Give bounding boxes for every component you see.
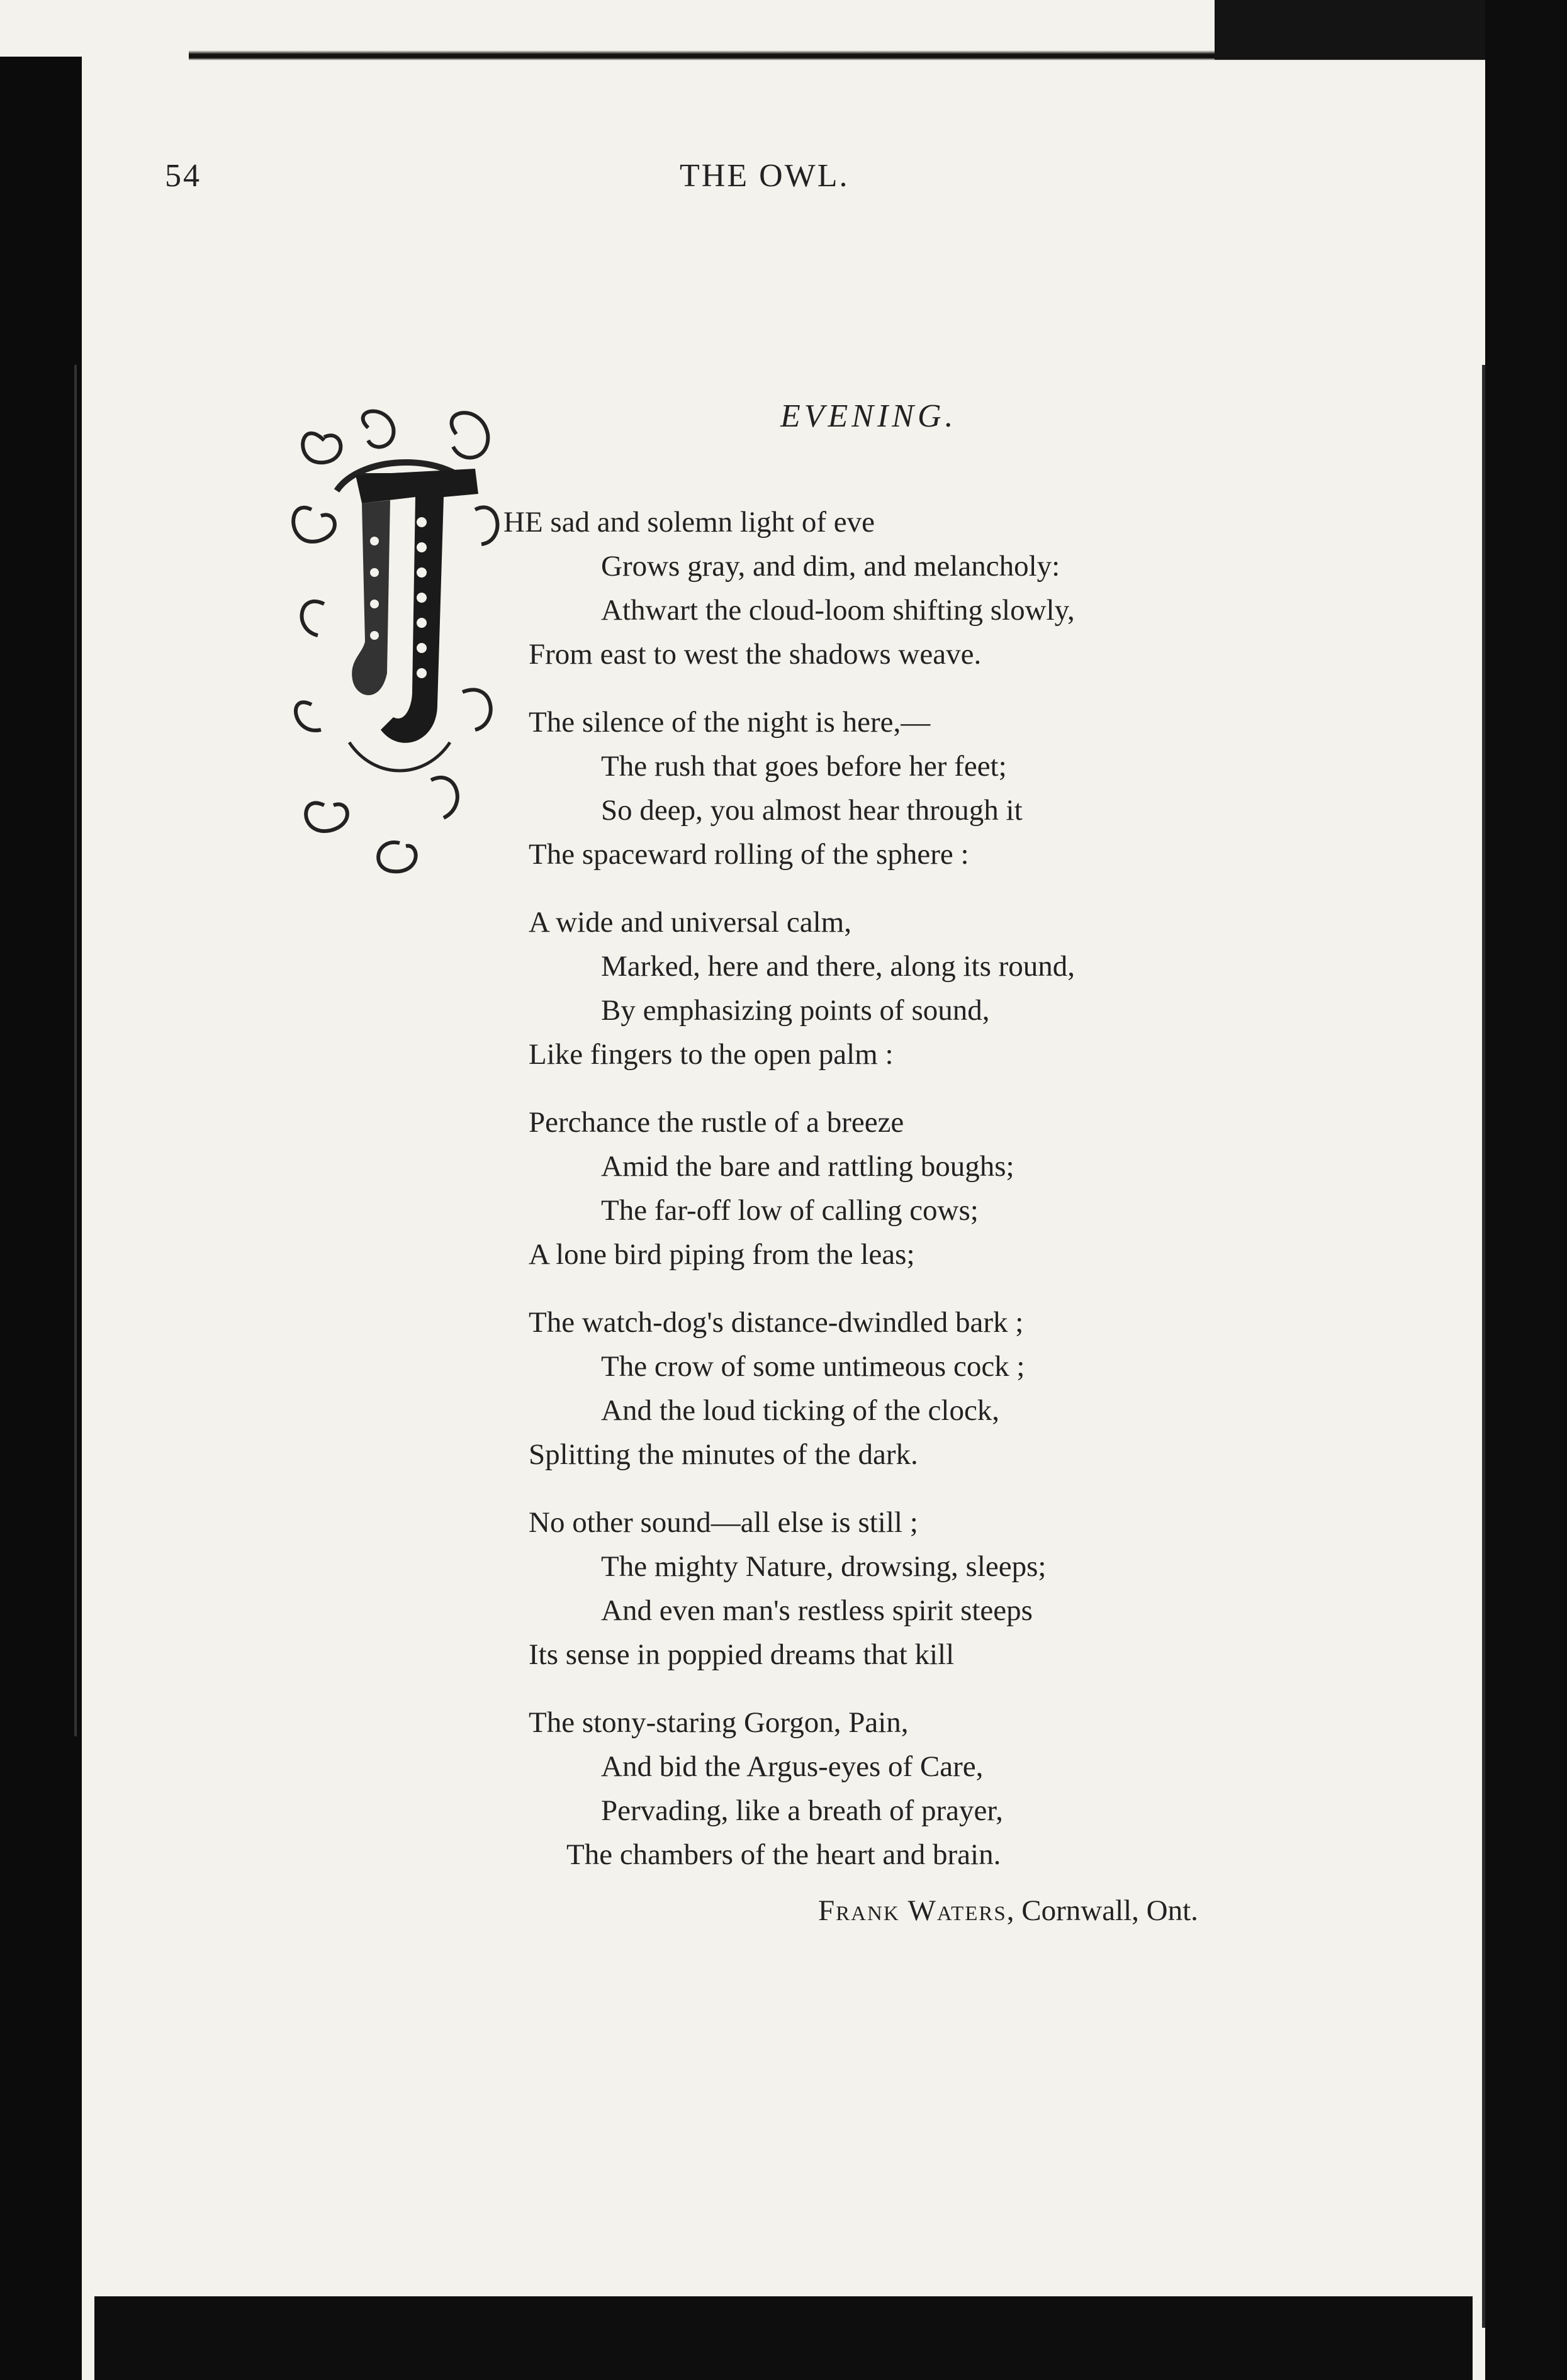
author-name: Frank Waters	[818, 1894, 1007, 1927]
poem-line: So deep, you almost hear through it	[601, 794, 1023, 827]
poem-line: The silence of the night is here,—	[529, 706, 931, 739]
poem-line: The stony-staring Gorgon, Pain,	[529, 1706, 909, 1739]
stanza	[503, 500, 1284, 676]
poem-line: The far-off low of calling cows;	[601, 1194, 979, 1227]
poem-line: The watch-dog's distance-dwindled bark ;	[529, 1306, 1024, 1339]
stanza	[529, 700, 1284, 876]
poem-line: And the loud ticking of the clock,	[601, 1394, 1000, 1427]
page-edge-rule-left	[74, 365, 77, 1736]
poem-line: Like fingers to the open palm :	[529, 1038, 894, 1071]
stanza	[529, 1100, 1284, 1277]
scan-edge-left	[0, 57, 82, 2380]
poem-line: The chambers of the heart and brain.	[566, 1838, 1001, 1871]
poem-line: Pervading, like a breath of prayer,	[601, 1794, 1003, 1827]
stanza	[529, 900, 1284, 1076]
poem-line: The mighty Nature, drowsing, sleeps;	[601, 1550, 1047, 1583]
poem-title: EVENING.	[780, 398, 957, 434]
poem-line: The crow of some untimeous cock ;	[601, 1350, 1025, 1383]
poem-line: The rush that goes before her feet;	[601, 750, 1007, 783]
stanza	[529, 1300, 1284, 1477]
stanza	[529, 1500, 1284, 1677]
scan-edge-right	[1485, 0, 1567, 2380]
journal-title: THE OWL.	[680, 158, 850, 194]
poem-line: By emphasizing points of sound,	[601, 994, 990, 1027]
running-head	[0, 157, 1567, 208]
poem-line: Its sense in poppied dreams that kill	[529, 1638, 955, 1671]
poem-line: Amid the bare and rattling boughs;	[601, 1150, 1014, 1183]
poem-line: Perchance the rustle of a breeze	[529, 1106, 904, 1139]
ornamental-initial	[286, 403, 513, 881]
poem-line: A wide and universal calm,	[529, 906, 851, 939]
page-edge-rule-right	[1482, 365, 1485, 2328]
scan-edge-bottom	[94, 2296, 1473, 2380]
poem-line: No other sound—all else is still ;	[529, 1506, 918, 1539]
page-number: 54	[165, 158, 201, 194]
poem-line: And bid the Argus-eyes of Care,	[601, 1750, 984, 1783]
author-place: , Cornwall, Ont.	[1006, 1894, 1198, 1927]
poem-line: Athwart the cloud-loom shifting slowly,	[601, 594, 1075, 627]
poem-line: Grows gray, and dim, and melancholy:	[601, 550, 1060, 583]
poem-line: A lone bird piping from the leas;	[529, 1238, 915, 1271]
scan-corner-top-right	[1215, 0, 1485, 60]
poem-line: And even man's restless spirit steeps	[601, 1594, 1033, 1627]
author-signature	[818, 1894, 1198, 1928]
stanza	[529, 1701, 1284, 1877]
poem-line: The spaceward rolling of the sphere :	[529, 838, 969, 871]
poem-line: From east to west the shadows weave.	[529, 638, 982, 671]
poem-line: Marked, here and there, along its round,	[601, 950, 1076, 983]
poem-line: Splitting the minutes of the dark.	[529, 1438, 918, 1471]
ornamental-initial-drawing	[286, 403, 513, 881]
poem-body	[503, 500, 1284, 1901]
poem-line: HE sad and solemn light of eve	[503, 506, 875, 539]
